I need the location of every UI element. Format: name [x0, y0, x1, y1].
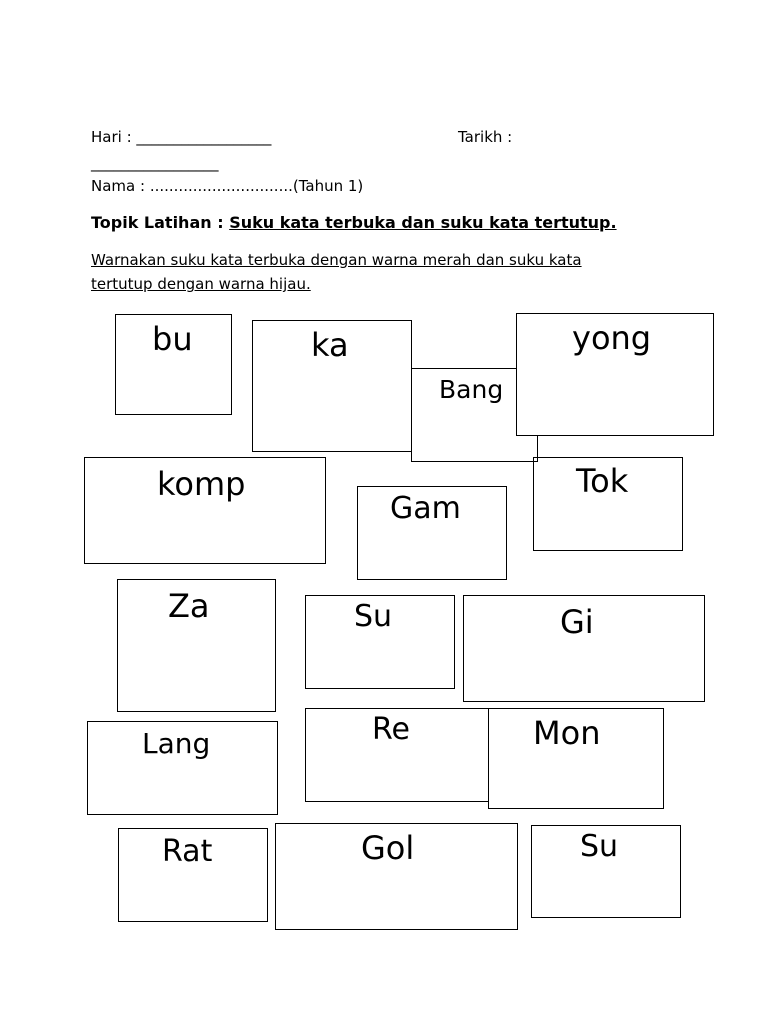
- nama-dots[interactable]: ..............................: [149, 177, 293, 195]
- nama-row: [91, 177, 363, 195]
- syllable-box-komp[interactable]: [84, 457, 326, 564]
- syllable-box-tok[interactable]: [533, 457, 683, 551]
- syllable-box-gi[interactable]: [463, 595, 705, 702]
- instruction-line-1: Warnakan suku kata terbuka dengan warna merah dan suku kata: [91, 251, 582, 269]
- syllable-box-gol[interactable]: [275, 823, 518, 930]
- syllable-box-su-2[interactable]: [531, 825, 681, 918]
- nama-label: Nama :: [91, 177, 146, 195]
- instruction-line-2: tertutup dengan warna hijau.: [91, 275, 311, 293]
- nama-suffix: (Tahun 1): [292, 177, 364, 195]
- syllable-box-yong[interactable]: [516, 313, 714, 436]
- syllable-text: Re: [372, 712, 410, 747]
- syllable-text: Mon: [533, 714, 601, 752]
- syllable-text: Su: [354, 599, 393, 634]
- syllable-text: bu: [152, 320, 193, 358]
- syllable-box-bu[interactable]: [115, 314, 232, 415]
- syllable-text: Lang: [142, 727, 211, 760]
- syllable-box-su-1[interactable]: [305, 595, 455, 689]
- syllable-text: Gi: [560, 603, 594, 641]
- syllable-box-rat[interactable]: [118, 828, 268, 922]
- syllable-text: Gam: [390, 491, 461, 526]
- syllable-box-mon[interactable]: [488, 708, 664, 809]
- syllable-box-gam[interactable]: [357, 486, 507, 580]
- syllable-text: Rat: [162, 834, 213, 869]
- tarikh-label: Tarikh :: [458, 128, 513, 146]
- syllable-text: Gol: [361, 829, 415, 867]
- syllable-text: Za: [168, 587, 210, 625]
- syllable-box-re[interactable]: [305, 708, 489, 802]
- syllable-text: Bang: [439, 375, 504, 404]
- tarikh-blank[interactable]: _________________: [91, 154, 219, 172]
- syllable-text: Tok: [576, 462, 629, 500]
- hari-blank[interactable]: __________________: [136, 128, 272, 146]
- hari-row: [91, 128, 271, 146]
- hari-label: Hari :: [91, 128, 132, 146]
- syllable-text: komp: [157, 465, 246, 503]
- topic-title: Suku kata terbuka dan suku kata tertutup.: [229, 213, 617, 232]
- syllable-box-lang[interactable]: [87, 721, 278, 815]
- syllable-text: ka: [311, 326, 349, 364]
- syllable-box-ka[interactable]: [252, 320, 412, 452]
- topic-label: Topik Latihan :: [91, 213, 224, 232]
- topic-row: [91, 213, 617, 232]
- syllable-text: Su: [580, 829, 619, 864]
- syllable-box-za[interactable]: [117, 579, 276, 712]
- syllable-text: yong: [572, 319, 652, 357]
